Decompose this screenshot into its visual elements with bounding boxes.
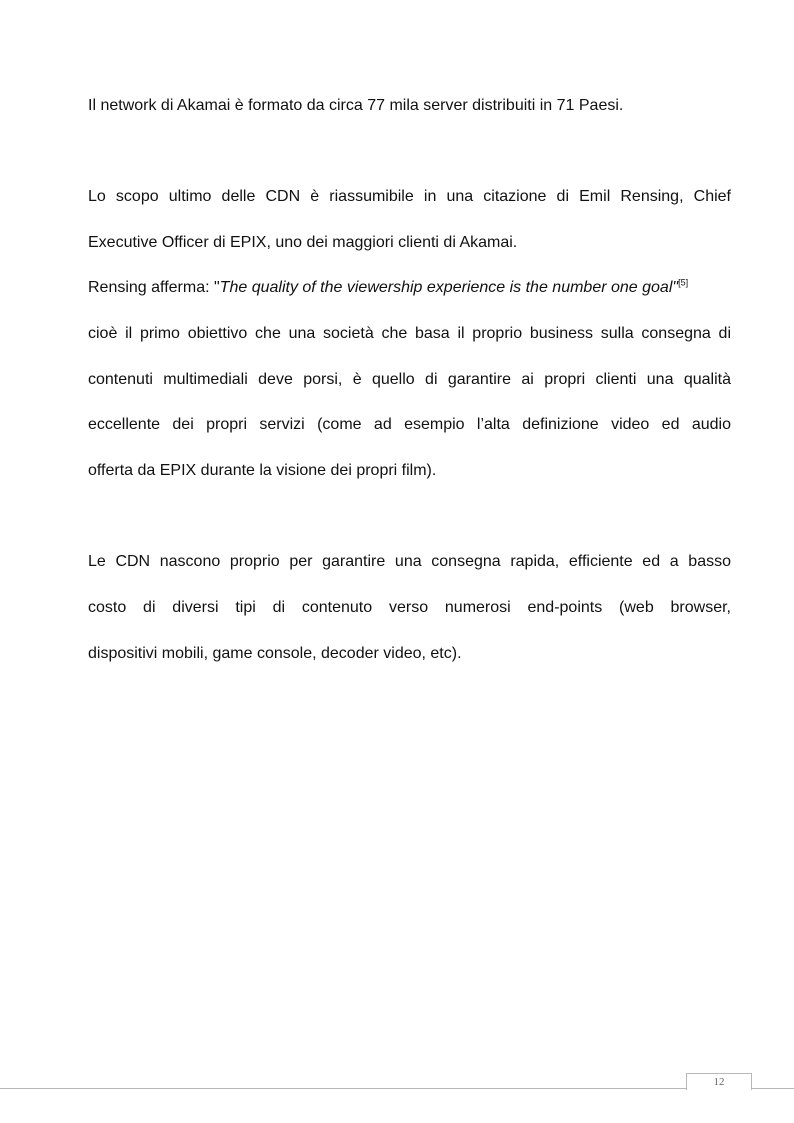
quote-line — [88, 277, 731, 299]
paragraph-goal-line4: eccellente dei propri servizi (come ad esempio l’alta definizione video ed audio — [88, 416, 731, 433]
footer-divider — [0, 1088, 794, 1089]
paragraph-akamai-network: Il network di Akamai è formato da circa 77 mila server distribuiti in 71 Paesi. — [88, 97, 624, 114]
paragraph-cdn-purpose-line1: Lo scopo ultimo delle CDN è riassumibile in una citazione di Emil Rensing, Chief — [88, 188, 731, 205]
paragraph-cdn-origin-line1: Le CDN nascono proprio per garantire una consegna rapida, efficiente ed a basso — [88, 553, 731, 570]
paragraph-cdn-purpose-line2: Executive Officer di EPIX, uno dei maggiori clienti di Akamai. — [88, 234, 518, 251]
paragraph-cdn-origin-line3: dispositivi mobili, game console, decoder video, etc). — [88, 645, 462, 662]
page-number: 12 — [686, 1073, 752, 1090]
paragraph-goal-line5: offerta da EPIX durante la visione dei propri film). — [88, 462, 437, 479]
reference-marker: [5] — [678, 277, 689, 288]
paragraph-cdn-origin-line2: costo di diversi tipi di contenuto verso numerosi end-points (web browser, — [88, 599, 731, 616]
paragraph-goal-line2: cioè il primo obiettivo che una società che basa il proprio business sulla consegna di — [88, 325, 731, 342]
quote-prefix: Rensing afferma: " — [88, 279, 220, 296]
quote-close: " — [672, 279, 679, 296]
paragraph-goal-line3: contenuti multimediali deve porsi, è quello di garantire ai propri clienti una qualità — [88, 371, 731, 388]
quote-text: The quality of the viewership experience is the number one goal — [219, 279, 673, 296]
